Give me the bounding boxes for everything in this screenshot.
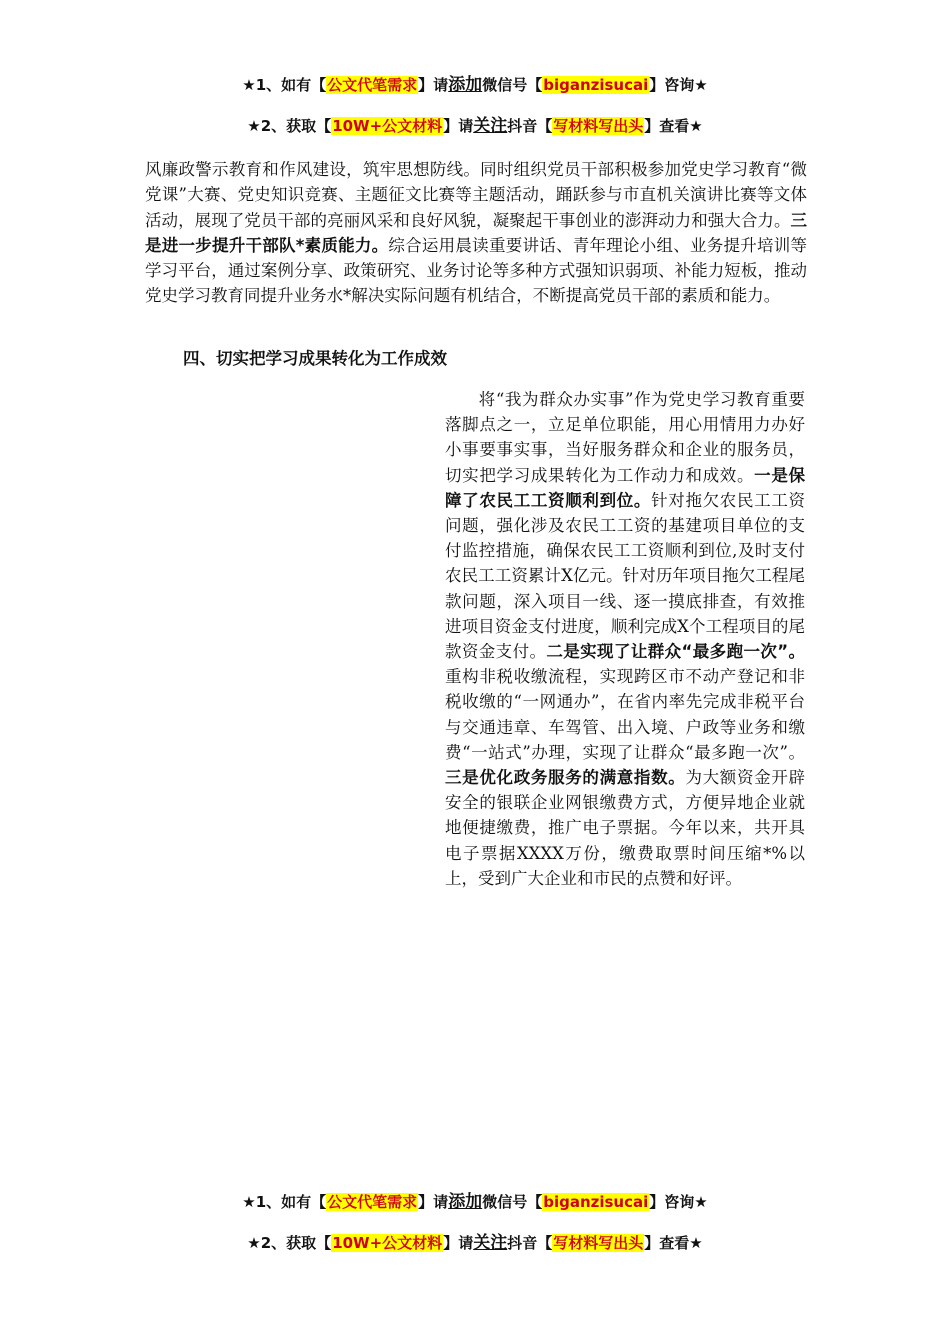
body-paragraph-1 (145, 157, 807, 309)
paragraph-text: 针对拖欠农民工工资问题，强化涉及农民工工资的基建项目单位的支付监控措施，确保农民工工资顺利到位,及时支付农民工工资累计X亿元。针对历年项目拖欠工程尾款问题，深入项目一线、逐一摸底排查，有效推进项目资金支付进度，顺利完成X个工程项目的尾款资金支付。 (445, 490, 806, 662)
promo-suffix: 】查看★ (644, 1234, 703, 1252)
promo-text: 】请 (418, 1193, 449, 1211)
promo-text: 抖音【 (507, 1234, 553, 1252)
body-paragraph-2 (445, 387, 805, 891)
promo-emphasis: 关注 (473, 1233, 508, 1253)
promo-text: 微信号【 (482, 1193, 543, 1211)
paragraph-text: 为大额资金开辟安全的银联企业网银缴费方式，方便异地企业就地便捷缴费，推广电子票据。今年以来，共开具电子票据XXXX万份，缴费取票时间压缩*%以上，受到广大企业和市民的点赞和好评。 (445, 768, 806, 888)
promo-highlight: 公文代笔需求 (327, 76, 418, 94)
header-promo-line-1 (0, 70, 950, 95)
promo-emphasis: 关注 (473, 116, 508, 136)
paragraph-bold-point: 三是进一步提升干部队*素质能力。 (145, 210, 807, 255)
promo-highlight: 10W+公文材料 (332, 1234, 443, 1252)
promo-highlight: 公文代笔需求 (327, 1193, 418, 1211)
section-heading-4: 四、切实把学习成果转化为工作成效 (183, 349, 447, 368)
promo-prefix: ★2、获取【 (247, 1234, 332, 1252)
promo-emphasis: 添加 (448, 75, 483, 95)
promo-wechat-id: biganzisucai (543, 1193, 649, 1211)
header-promo-line-2 (0, 111, 950, 136)
footer-promo-line-2 (0, 1228, 950, 1253)
promo-prefix: ★2、获取【 (247, 117, 332, 135)
promo-text: 】请 (443, 1234, 474, 1252)
promo-highlight: 10W+公文材料 (332, 117, 443, 135)
promo-wechat-id: biganzisucai (543, 76, 649, 94)
promo-text: 微信号【 (482, 76, 543, 94)
paragraph-text: 重构非税收缴流程，实现跨区市不动产登记和非税收缴的“一网通办”，在省内率先完成非税平台与交通违章、车驾管、出入境、户政等业务和缴费“一站式”办理，实现了让群众“最多跑一次”。 (445, 667, 805, 762)
promo-text: 】请 (443, 117, 474, 135)
promo-text: 】请 (418, 76, 449, 94)
promo-suffix: 】查看★ (644, 117, 703, 135)
promo-suffix: 】咨询★ (649, 76, 708, 94)
paragraph-text: 风廉政警示教育和作风建设，筑牢思想防线。同时组织党员干部积极参加党史学习教育“微党课”大赛、党史知识竞赛、主题征文比赛等主题活动，踊跃参与市直机关演讲比赛等文体活动，展现了党员干部的亮丽风采和良好风貌，凝聚起干事创业的澎湃动力和强大合力。 (145, 160, 807, 230)
promo-suffix: 】咨询★ (649, 1193, 708, 1211)
footer-promo-line-1 (0, 1187, 950, 1212)
promo-douyin-id: 写材料写出头 (553, 1234, 644, 1252)
promo-prefix: ★1、如有【 (242, 76, 327, 94)
paragraph-bold-point: 一是保障了农民工工资顺利到位。 (445, 465, 806, 510)
paragraph-bold-point: 二是实现了让群众“最多跑一次”。 (546, 642, 805, 662)
paragraph-text: 将“我为群众办实事”作为党史学习教育重要落脚点之一，立足单位职能，用心用情用力办好小事要事实事，当好服务群众和企业的服务员，切实把学习成果转化为工作动力和成效。 (445, 390, 805, 485)
paragraph-bold-point: 三是优化政务服务的满意指数。 (445, 768, 686, 788)
paragraph-text: 综合运用晨读重要讲话、青年理论小组、业务提升培训等学习平台，通过案例分享、政策研究、业务讨论等多种方式强知识弱项、补能力短板，推动党史学习教育同提升业务水*解决实际问题有机结合，不断提高党员干部的素质和能力。 (145, 235, 807, 306)
promo-douyin-id: 写材料写出头 (553, 117, 644, 135)
promo-prefix: ★1、如有【 (242, 1193, 327, 1211)
promo-emphasis: 添加 (448, 1192, 483, 1212)
promo-text: 抖音【 (507, 117, 553, 135)
